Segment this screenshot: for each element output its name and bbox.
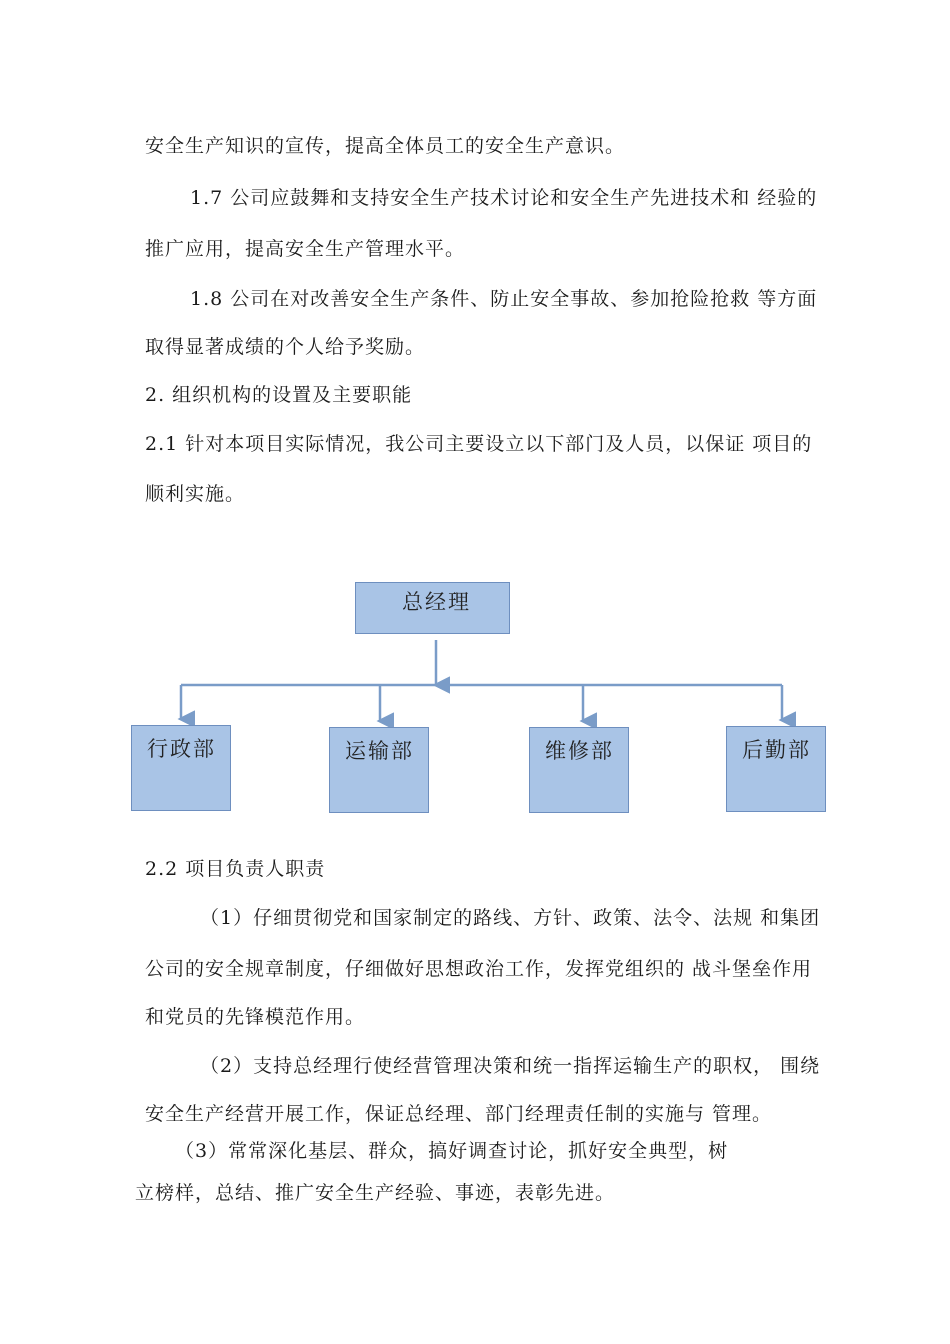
item-3-line-1: （3）常常深化基层、群众，搞好调查讨论，抓好安全典型，树 — [175, 1140, 729, 1162]
org-box-department — [131, 725, 231, 811]
org-box-label: 维修部 — [545, 739, 614, 763]
section-heading-2-2: 2.2 项目负责人职责 — [145, 858, 326, 880]
org-box-label: 行政部 — [147, 737, 216, 761]
paragraph-1-8-line-2: 取得显著成绩的个人给予奖励。 — [145, 336, 426, 358]
org-box-label: 后勤部 — [742, 738, 811, 762]
item-1-line-1: （1）仔细贯彻党和国家制定的路线、方针、政策、法令、法规 和集团 — [200, 907, 821, 929]
org-box-general-manager — [355, 582, 510, 634]
paragraph-1-7-line-1: 1.7 公司应鼓舞和支持安全生产技术讨论和安全生产先进技术和 经验的 — [190, 187, 818, 209]
org-box-label: 运输部 — [345, 739, 414, 763]
item-1-line-2: 公司的安全规章制度，仔细做好思想政治工作，发挥党组织的 战斗堡垒作用 — [145, 958, 813, 980]
paragraph-line: 安全生产知识的宣传，提高全体员工的安全生产意识。 — [145, 135, 626, 157]
item-2-line-1: （2）支持总经理行使经营管理决策和统一指挥运输生产的职权， 围绕 — [200, 1055, 821, 1077]
paragraph-1-8-line-1: 1.8 公司在对改善安全生产条件、防止安全事故、参加抢险抢救 等方面 — [190, 288, 818, 310]
org-box-department — [529, 727, 629, 813]
org-box-department — [329, 727, 429, 813]
org-box-label: 总经理 — [402, 590, 471, 614]
item-2-line-2: 安全生产经营开展工作，保证总经理、部门经理责任制的实施与 管理。 — [145, 1103, 773, 1125]
org-box-department — [726, 726, 826, 812]
section-heading-2: 2. 组织机构的设置及主要职能 — [145, 384, 413, 406]
paragraph-2-1-line-2: 顺利实施。 — [145, 483, 246, 505]
paragraph-2-1-line-1: 2.1 针对本项目实际情况，我公司主要设立以下部门及人员，以保证 项目的 — [145, 433, 813, 455]
item-1-line-3: 和党员的先锋模范作用。 — [145, 1006, 366, 1028]
item-3-line-2: 立榜样，总结、推广安全生产经验、事迹，表彰先进。 — [135, 1182, 616, 1204]
paragraph-1-7-line-2: 推广应用，提高安全生产管理水平。 — [145, 238, 466, 260]
